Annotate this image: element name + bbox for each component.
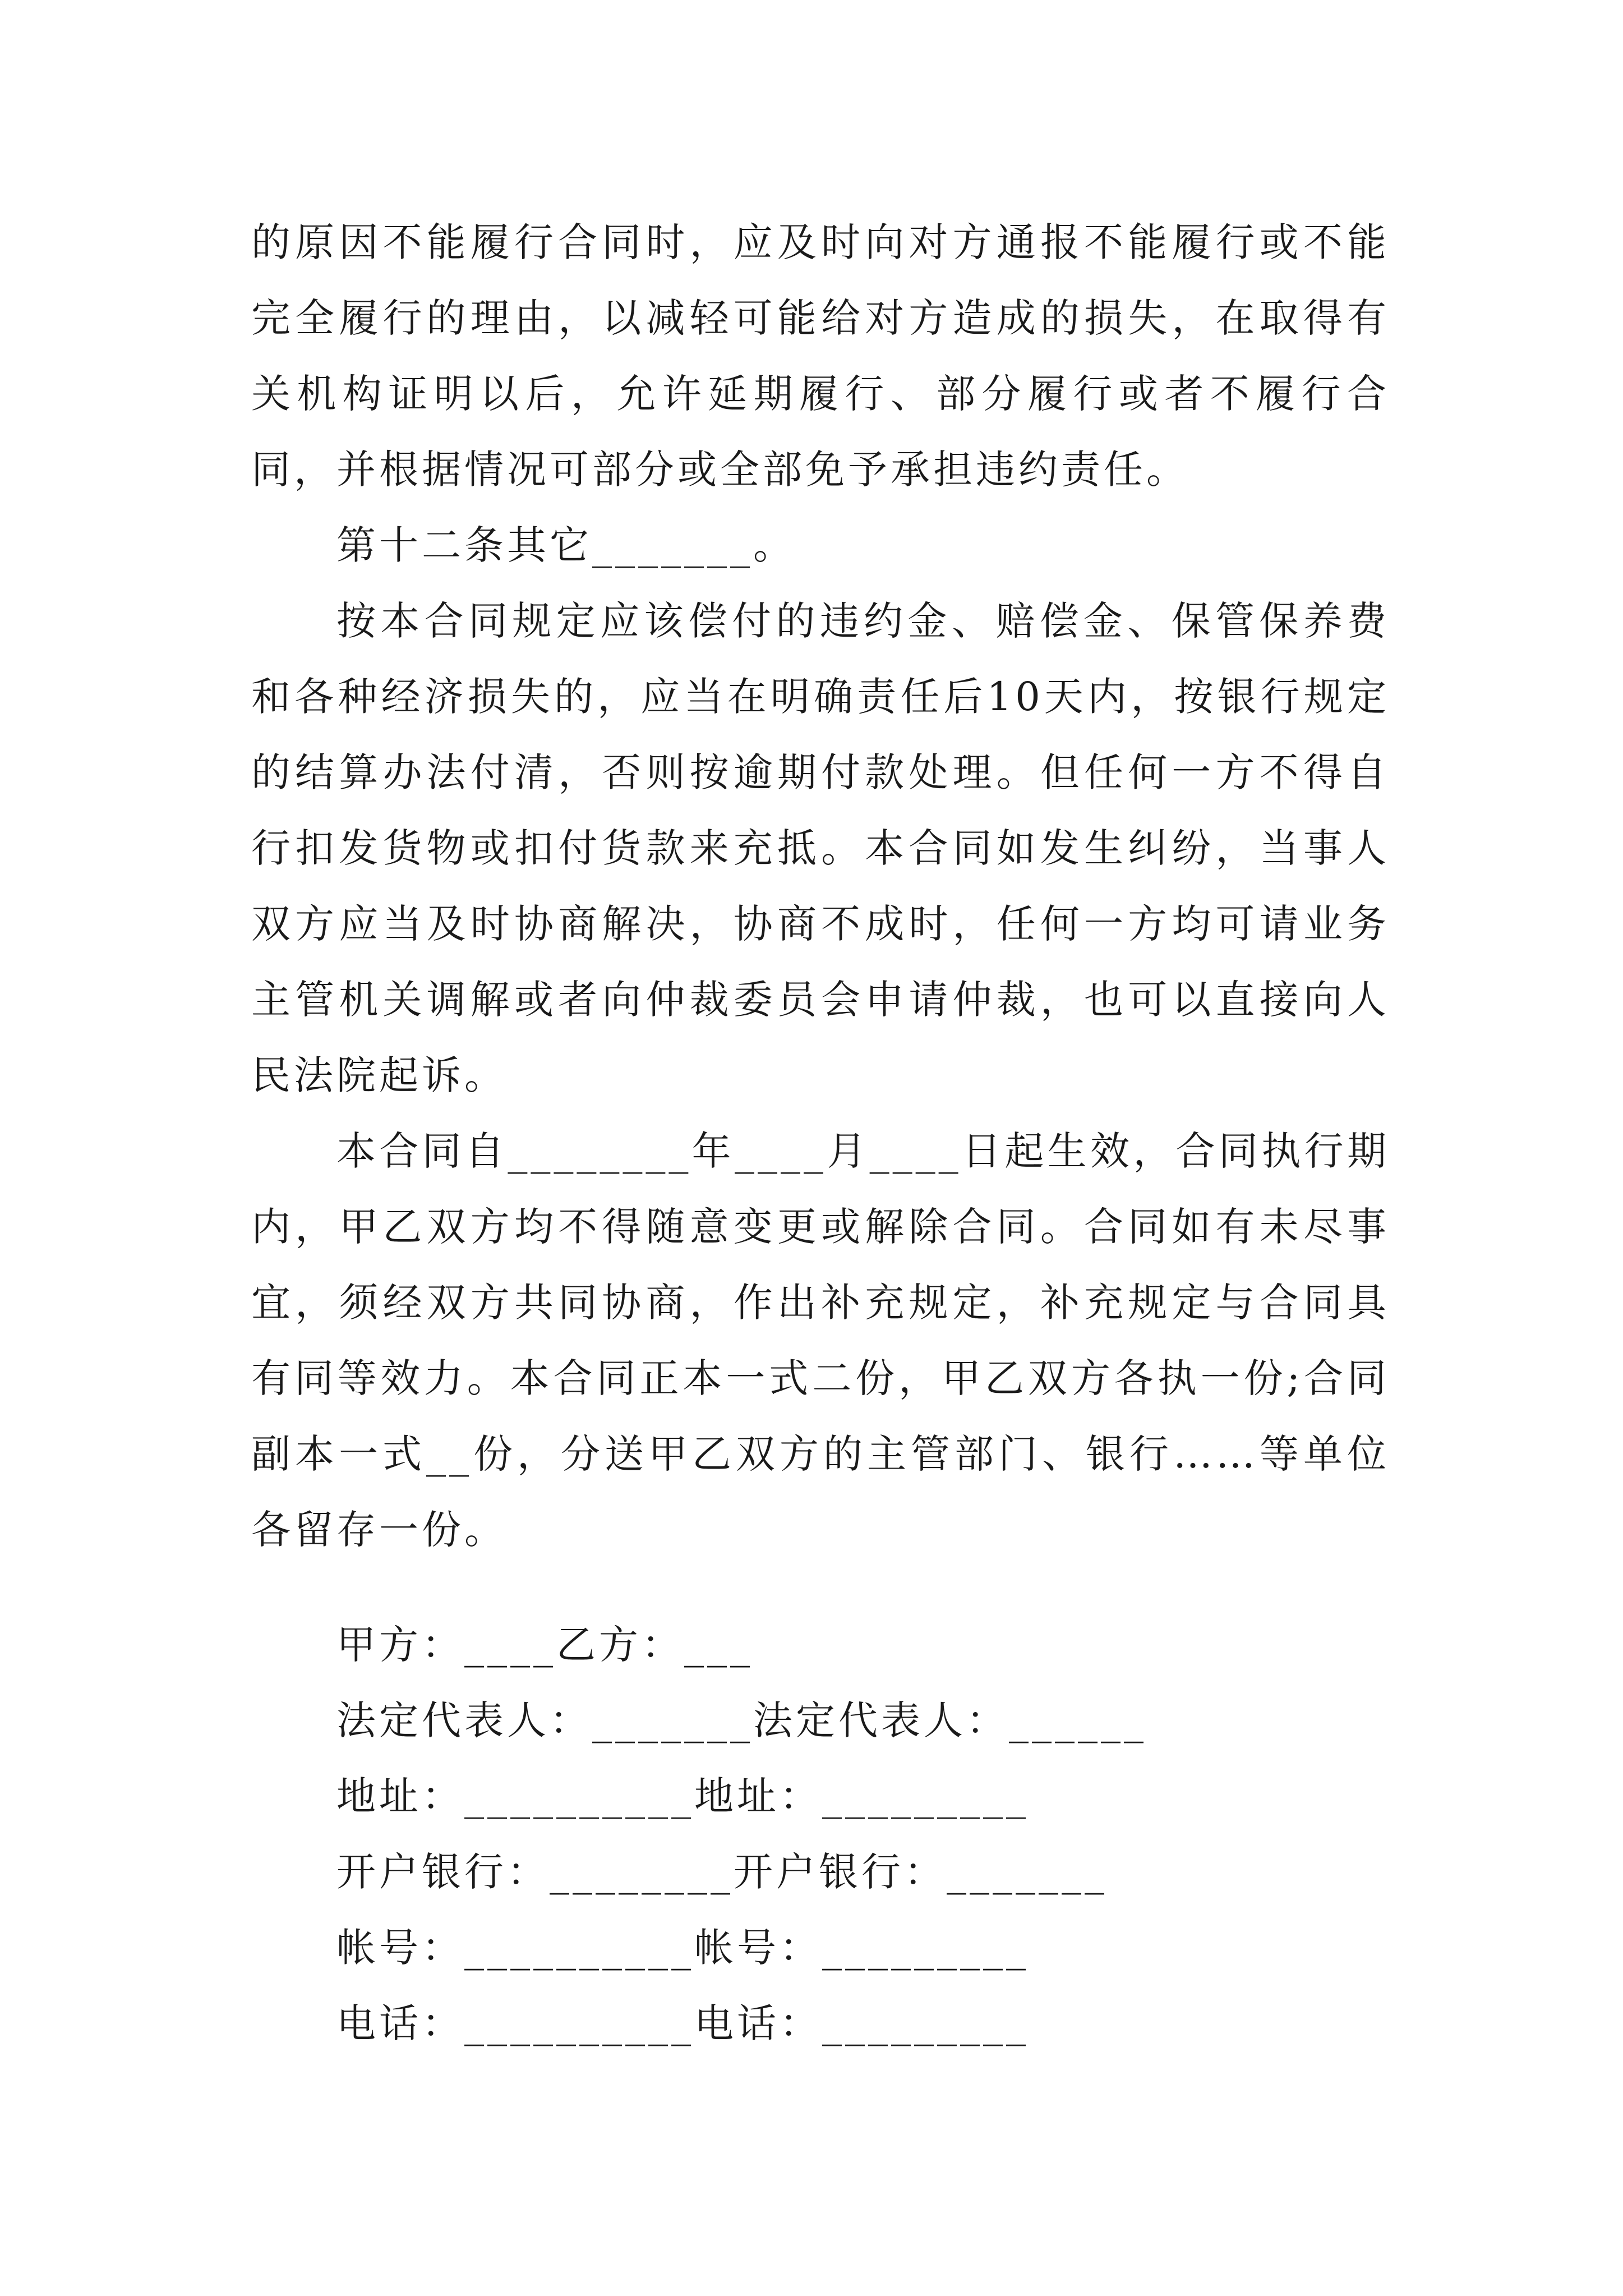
signature-account: 帐号：__________帐号：_________ xyxy=(336,1925,1029,1971)
signature-block xyxy=(336,1607,1290,2062)
signature-bank: 开户银行：________开户银行：_______ xyxy=(336,1849,1108,1895)
signature-legal-representative: 法定代表人：_______法定代表人：______ xyxy=(336,1697,1147,1743)
paragraph-article-12: 第十二条其它_______。 xyxy=(336,522,796,568)
paragraph-compensation-disputes: 按本合同规定应该偿付的违约金、赔偿金、保管保养费和各种经济损失的，应当在明确责任后10天内，按银行规定的结算办法付清，否则按逾期付款处理。但任何一方不得自行扣发货物或扣付货款来充抵。本合同如发生纠纷，当事人双方应当及时协商解决，协商不成时，任何一方均可请业务主管机关调解或者向仲裁委员会申请仲裁，也可以直接向人民法院起诉。 xyxy=(251,598,1390,1098)
signature-address: 地址：__________地址：_________ xyxy=(336,1773,1029,1819)
signature-phone: 电话：__________电话：_________ xyxy=(336,2000,1029,2046)
signature-parties: 甲方：____乙方：___ xyxy=(336,1622,753,1668)
paragraph-force-majeure: 的原因不能履行合同时，应及时向对方通报不能履行或不能完全履行的理由，以减轻可能给对方造成的损失，在取得有关机构证明以后，允许延期履行、部分履行或者不履行合同，并根据情况可部分或全部免予承担违约责任。 xyxy=(251,219,1390,493)
paragraph-effective-date: 本合同自________年____月____日起生效，合同执行期内，甲乙双方均不得随意变更或解除合同。合同如有未尽事宜，须经双方共同协商，作出补充规定，补充规定与合同具有同等效力。本合同正本一式二份，甲乙双方各执一份;合同副本一式__份，分送甲乙双方的主管部门、银行……等单位各留存一份。 xyxy=(251,1128,1390,1553)
contract-body xyxy=(251,205,1390,1568)
